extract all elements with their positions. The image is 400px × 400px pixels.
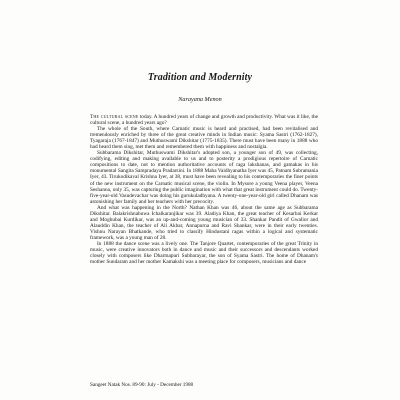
article-body <box>90 114 318 376</box>
paragraph-1 <box>90 114 318 126</box>
article-title: Tradition and Modernity <box>147 72 253 83</box>
paragraph-2: The whole of the South, where Carnatic music is heard and practised, had been revitalised and tremendously enriched by three of the great creative minds in Indian music: Syama Sastri (1762-1827), Tyagaraja (1767-1847) and Muthuswami Dikshitar (1775-1835). There must have been many in 1888 who had heard them sing, met them and remembered them with happiness and nostalgia. <box>90 126 318 151</box>
paragraph-4: And what was happening in the North? Nathan Khan was 46, about the same age as Subbarama Dikshitar. Balakrishnabuwa Ichalkaranjikar was 39. Aladiya Khan, the great teacher of Kesarbai Kerkar and Moghubai Kurdikar, was an up-and-coming young musician of 33. Shankar Pandit of Gwalior and Alauddin Khan, the teacher of Ali Akbar, Annapurna and Ravi Shankar, were in their early twenties. Vishnu Narayan Bhatkande, who tried to classify Hindustani ragas within a logical and systematic framework, was a young man of 28. <box>90 204 318 241</box>
article-author: Narayana Menon <box>178 96 222 103</box>
opening-caps: The cultural scene <box>90 114 139 120</box>
paragraph-5: In 1888 the dance scene was a lively one. The Tanjore Quartet, contemporaries of the great Trinity in music, were creative innovators both in dance and music and their successors and descendants worked closely with composers like Dharmapuri Subbarayar, the son of Syama Sastri. The home of Dhanam's mother Sundaram and her mother Kamakshi was a meeting place for composers, musicians and dance <box>90 240 318 266</box>
paragraph-1-text: today. A hundred years of change and growth and productivity. What was it like, the cultural scene, a hundred years ago? <box>90 114 318 127</box>
paragraph-3: Subbarama Dikshitar, Muthuswami Dikshitar's adopted son, a younger son of 49, was collecting, codifying, editing and making available to us and to posterity a prodigious repertoire of Carnatic compositions to date, not to mention authoritative accounts of raga lakshanas, and gamakas in his monumental Sangita Sampradaya Pradarsini. In 1888 Maha Vaidhyanatha Iyer was 45, Patnam Subramania Iyer, 43. Tirukodikaval Krishna Iyer, at 38, must have been revealing to his contemporaries the finer points of the new instrument on the Carnatic musical scene, the violin. In Mysore a young Veena player, Veena Seshanna, only 35, was capturing the public imagination with what that great instrument could do. Twenty-five-year-old Vasudevachar was doing his gurukuladhyana. A twenty-one-year-old girl called Dhanam was astonishing her family and her teachers with her precocity. <box>90 150 318 205</box>
page-footer-citation: Sangeet Natak Nos. 89-90: July - December 1988 <box>90 382 194 388</box>
